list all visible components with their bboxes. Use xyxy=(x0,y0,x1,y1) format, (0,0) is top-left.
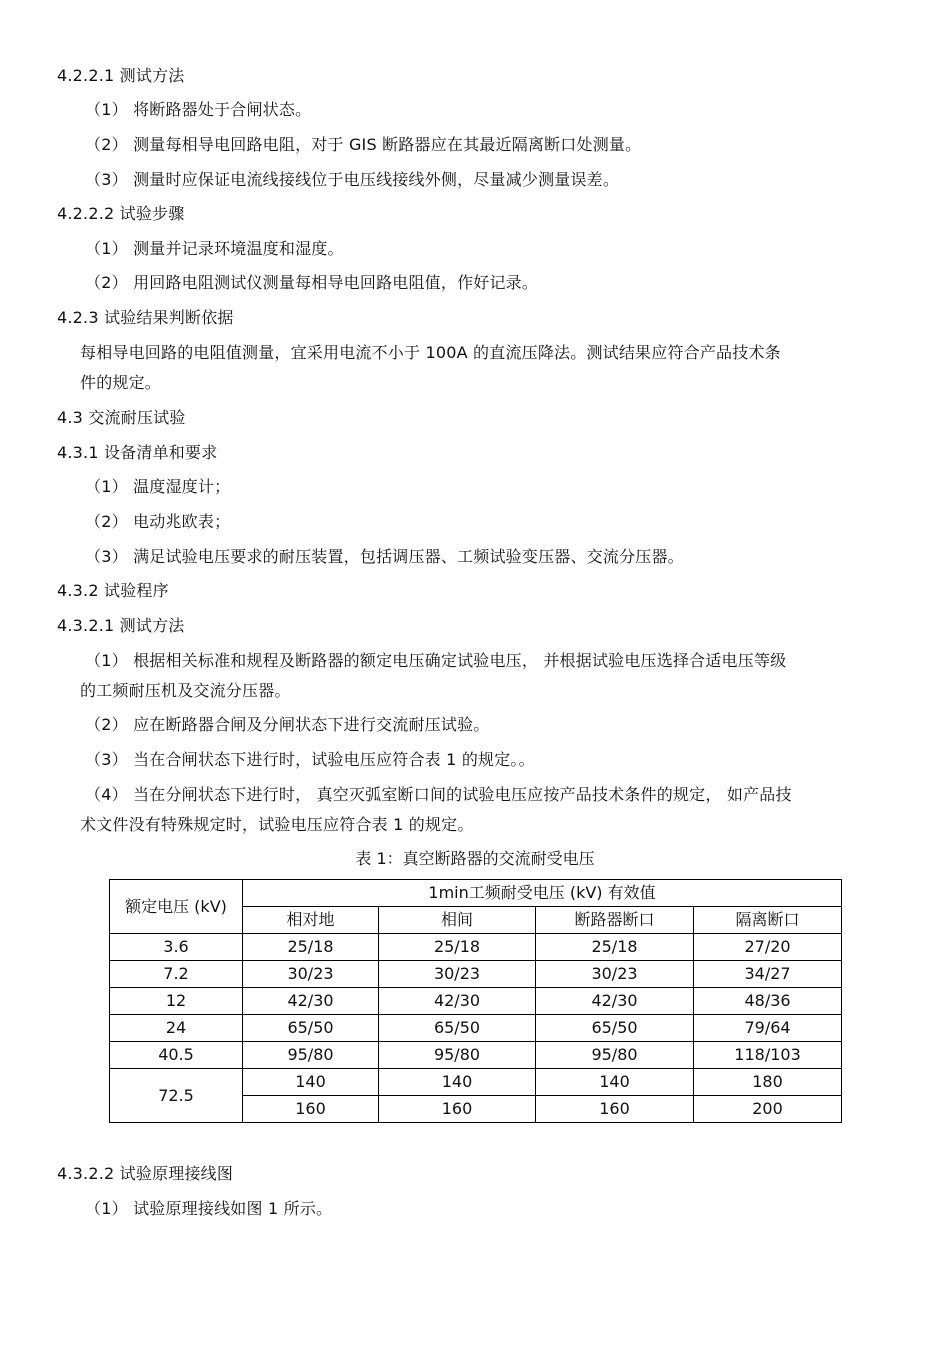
subheader-cell: 断路器断口 xyxy=(536,907,694,934)
subheader-cell: 隔离断口 xyxy=(694,907,842,934)
table-cell: 95/80 xyxy=(379,1042,536,1069)
subheader-cell: 相间 xyxy=(379,907,536,934)
list-item: （1） 根据相关标准和规程及断路器的额定电压确定试验电压， 并根据试验电压选择合适电压等级 xyxy=(85,651,787,670)
table-cell: 25/18 xyxy=(536,934,694,961)
table-cell: 42/30 xyxy=(536,988,694,1015)
table-cell: 140 xyxy=(379,1069,536,1096)
table-cell: 42/30 xyxy=(243,988,379,1015)
table-cell: 27/20 xyxy=(694,934,842,961)
table-cell: 30/23 xyxy=(243,961,379,988)
table-caption: 表 1：真空断路器的交流耐受电压 xyxy=(355,849,595,868)
rated-voltage-header: 额定电压 (kV) xyxy=(110,880,243,934)
table-cell: 72.5 xyxy=(110,1069,243,1123)
table-cell: 34/27 xyxy=(694,961,842,988)
table-cell: 140 xyxy=(243,1069,379,1096)
heading-4-2-2-1: 4.2.2.1 测试方法 xyxy=(57,66,185,85)
table-cell: 95/80 xyxy=(243,1042,379,1069)
table-cell: 40.5 xyxy=(110,1042,243,1069)
list-item: （2） 应在断路器合闸及分闸状态下进行交流耐压试验。 xyxy=(85,715,490,734)
table-cell: 30/23 xyxy=(536,961,694,988)
heading-4-2-3: 4.2.3 试验结果判断依据 xyxy=(57,308,234,327)
table-row xyxy=(110,1015,842,1042)
heading-4-3-2: 4.3.2 试验程序 xyxy=(57,581,169,600)
table-cell: 65/50 xyxy=(243,1015,379,1042)
heading-4-2-2-2: 4.2.2.2 试验步骤 xyxy=(57,204,185,223)
subheader-cell: 相对地 xyxy=(243,907,379,934)
list-item: （2） 测量每相导电回路电阻，对于 GIS 断路器应在其最近隔离断口处测量。 xyxy=(85,135,642,154)
list-item: （1） 试验原理接线如图 1 所示。 xyxy=(85,1199,333,1218)
table-cell: 25/18 xyxy=(243,934,379,961)
table-cell: 140 xyxy=(536,1069,694,1096)
paragraph-line: 每相导电回路的电阻值测量，宜采用电流不小于 100A 的直流压降法。测试结果应符合产品技术条 xyxy=(80,343,781,362)
paragraph-line: 件的规定。 xyxy=(80,373,162,392)
table-row xyxy=(110,961,842,988)
table-row xyxy=(110,934,842,961)
table-cell: 180 xyxy=(694,1069,842,1096)
table-cell: 200 xyxy=(694,1096,842,1123)
paragraph-line: 的工频耐压机及交流分压器。 xyxy=(80,681,291,700)
table-cell: 3.6 xyxy=(110,934,243,961)
table-cell: 95/80 xyxy=(536,1042,694,1069)
table-cell: 118/103 xyxy=(694,1042,842,1069)
list-item: （1） 温度湿度计； xyxy=(85,477,231,496)
table-cell: 65/50 xyxy=(536,1015,694,1042)
list-item: （1） 测量并记录环境温度和湿度。 xyxy=(85,239,344,258)
table-row xyxy=(110,988,842,1015)
table-cell: 160 xyxy=(379,1096,536,1123)
table-cell: 65/50 xyxy=(379,1015,536,1042)
table-cell: 25/18 xyxy=(379,934,536,961)
table-row xyxy=(110,1069,842,1096)
list-item: （3） 当在合闸状态下进行时，试验电压应符合表 1 的规定。。 xyxy=(85,750,535,769)
table-cell: 7.2 xyxy=(110,961,243,988)
table-row xyxy=(110,1042,842,1069)
table-header-row xyxy=(110,880,842,907)
table-cell: 79/64 xyxy=(694,1015,842,1042)
voltage-table xyxy=(109,879,842,1123)
withstand-voltage-header: 1min工频耐受电压 (kV) 有效值 xyxy=(243,880,842,907)
list-item: （3） 测量时应保证电流线接线位于电压线接线外侧，尽量减少测量误差。 xyxy=(85,170,620,189)
list-item: （2） 电动兆欧表； xyxy=(85,512,231,531)
table-cell: 42/30 xyxy=(379,988,536,1015)
table-cell: 12 xyxy=(110,988,243,1015)
list-item: （3） 满足试验电压要求的耐压装置，包括调压器、工频试验变压器、交流分压器。 xyxy=(85,547,684,566)
paragraph-line: 术文件没有特殊规定时，试验电压应符合表 1 的规定。 xyxy=(80,815,474,834)
list-item: （4） 当在分闸状态下进行时， 真空灭弧室断口间的试验电压应按产品技术条件的规定， 如产品技 xyxy=(85,785,792,804)
list-item: （2） 用回路电阻测试仪测量每相导电回路电阻值，作好记录。 xyxy=(85,273,539,292)
table-cell: 30/23 xyxy=(379,961,536,988)
heading-4-3-2-1: 4.3.2.1 测试方法 xyxy=(57,616,185,635)
table-cell: 160 xyxy=(536,1096,694,1123)
list-item: （1） 将断路器处于合闸状态。 xyxy=(85,100,312,119)
table-cell: 160 xyxy=(243,1096,379,1123)
heading-4-3-2-2: 4.3.2.2 试验原理接线图 xyxy=(57,1164,234,1183)
table-cell: 24 xyxy=(110,1015,243,1042)
heading-4-3: 4.3 交流耐压试验 xyxy=(57,408,186,427)
heading-4-3-1: 4.3.1 设备清单和要求 xyxy=(57,443,218,462)
table-cell: 48/36 xyxy=(694,988,842,1015)
